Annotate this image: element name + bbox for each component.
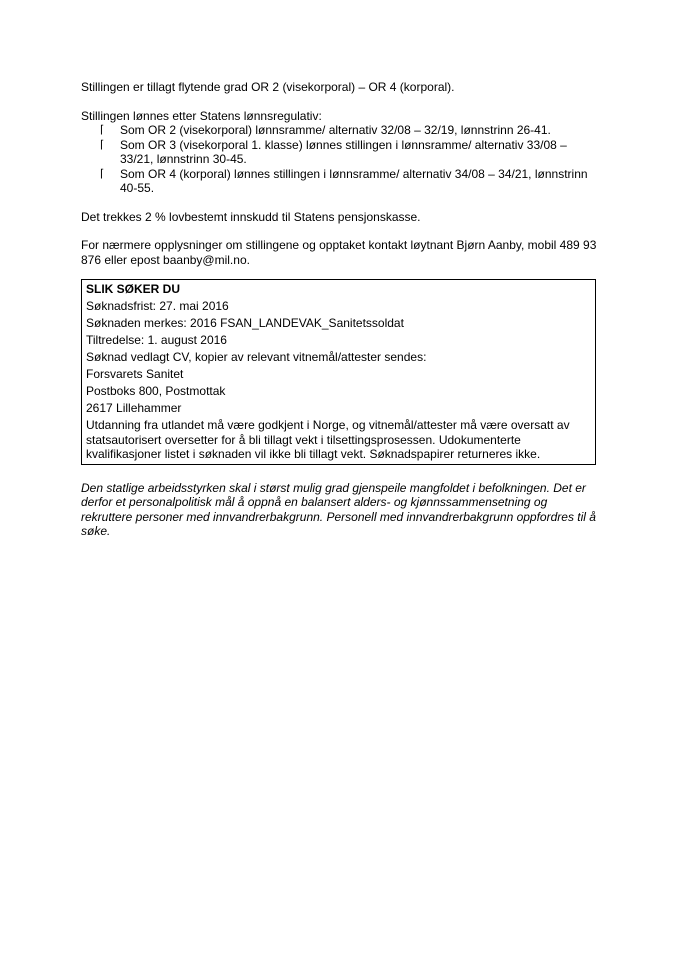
salary-item-text: Som OR 4 (korporal) lønnes stillingen i lønnsramme/ alternativ 34/08 – 34/21, lønnstrinn 40-55. [120,166,588,195]
application-attachments: Søknad vedlagt CV, kopier av relevant vitnemål/attester sendes: [86,350,427,364]
address-line-3: 2617 Lillehammer [86,401,182,415]
salary-heading: Stillingen lønnes etter Statens lønnsregulativ: [81,108,322,123]
application-start-date: Tiltredelse: 1. august 2016 [86,333,227,347]
salary-item-text: Som OR 3 (visekorporal 1. klasse) lønnes stillingen i lønnsramme/ alternativ 33/08 – 33/21, lønnstrinn 30-45. [120,137,567,166]
salary-item-or2 [81,123,601,138]
bullet-icon: ⌈ [100,166,105,180]
application-box-title: SLIK SØKER DU [86,282,181,296]
address-line-2: Postboks 800, Postmottak [86,384,226,398]
document-page [81,80,601,539]
bullet-icon: ⌈ [100,123,105,136]
grade-paragraph: Stillingen er tillagt flytende grad OR 2 (visekorporal) – OR 4 (korporal). [81,80,455,94]
salary-item-text: Som OR 2 (visekorporal) lønnsramme/ alternativ 32/08 – 32/19, lønnstrinn 26-41. [120,123,551,137]
salary-item-or4 [81,167,601,196]
address-line-1: Forsvarets Sanitet [86,367,184,381]
contact-paragraph: For nærmere opplysninger om stillingene og opptaket kontakt løytnant Bjørn Aanby, mobil 489 93 876 eller epost baanby@mil.no. [81,238,597,267]
bullet-icon: ⌈ [100,137,105,151]
salary-list [81,123,601,196]
diversity-statement: Den statlige arbeidsstyrken skal i størst mulig grad gjenspeile mangfoldet i befolkningen. Det er derfor et personalpolitisk mål å oppnå en balansert alders- og kjønnssammensetning og rekruttere personer med innvandrerbakgrunn. Personell med innvandrerbakgrunn oppfordres til å søke. [81,480,596,538]
pension-paragraph: Det trekkes 2 % lovbestemt innskudd til Statens pensjonskasse. [81,209,421,224]
application-deadline: Søknadsfrist: 27. mai 2016 [86,299,229,313]
salary-item-or3 [81,138,601,167]
application-box [81,279,596,465]
foreign-education-note: Utdanning fra utlandet må være godkjent i Norge, og vitnemål/attester må være oversatt av statsautorisert oversetter for å bli tillagt vekt i tilsettingsprosessen. Udokumenterte kvalifikasjoner listet i søknaden vil ikke bli tillagt vekt. Søknadspapirer returneres ikke. [86,418,570,461]
application-reference: Søknaden merkes: 2016 FSAN_LANDEVAK_Sanitetssoldat [86,316,404,330]
